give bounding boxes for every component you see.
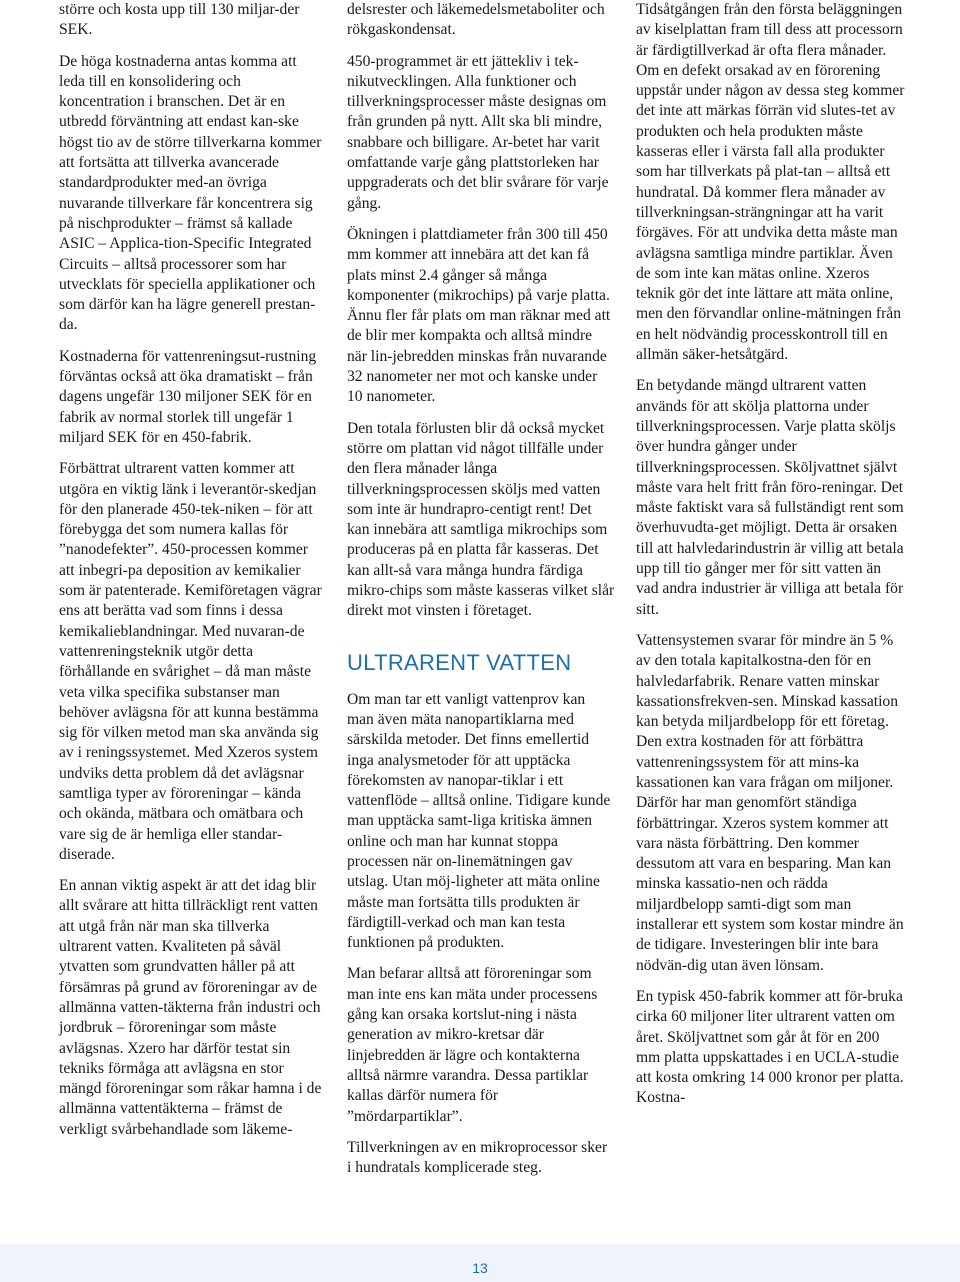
paragraph: Den totala förlusten blir då också mycket större om plattan vid något tillfälle under den flera månader långa tillverkningsprocessen sköljs med vatten som inte är hundrapro-centigt rent! Det kan innebära att samtliga mikrochips som produceras på en platta får kasseras. Det kan allt-så vara många hundra färdiga mikro-chips som måste kasseras vilket slår direkt mot vinsten i företaget.: [347, 419, 615, 620]
paragraph: En typisk 450-fabrik kommer att för-bruka cirka 60 miljoner liter ultrarent vatten om året. Sköljvattnet som går åt för en 200 mm platta uppskattades i en UCLA-studie att kosta omkring 14 000 kronor per platta. Kostna-: [636, 987, 904, 1107]
paragraph: delsrester och läkemedelsmetaboliter och rökgaskondensat.: [347, 1, 605, 39]
text-column-1: [59, 0, 325, 1151]
text-column-3: [636, 0, 906, 1120]
paragraph: De höga kostnaderna antas komma att leda till en konsolidering och koncentration i branschen. Det är en utbredd förväntning att endast kan-ske högst tio av de större tillverkarna kommer att fortsätta att tillverka avancerade standardprodukter med-an övriga nuvarande tillverkare får koncentrera sig på nischprodukter – främst så kallade ASIC – Applica-tion-Specific Integrated Circuits – alltså processorer som har utvecklats för speciella applikationer och som därför kan ha lägre generell prestan-da.: [59, 52, 322, 334]
paragraph: större och kosta upp till 130 miljar-der SEK.: [59, 1, 300, 39]
paragraph: Förbättrat ultrarent vatten kommer att utgöra en viktig länk i leverantör-skedjan för den planerade 450-tek-niken – för att förebygga det som numera kallas för ”nanodefekter”. 450-processen kommer att inbegri-pa deposition av kemikalier som är patenterade. Kemiföretagen vägrar ens att berätta vad som finns i dessa kemikalieblandningar. Med nuvaran-de vattenreningsteknik utgör detta förhållande en svårighet – då man måste veta vilka specifika substanser man behöver avlägsna för att kunna bestämma sig för vilken metod man ska använda sig av i reningssystemet. Med Xzeros system undviks detta problem då det avlägsnar samtliga typer av föroreningar – kända och okända, mätbara och omätbara och vare sig de är hemliga eller standar-diserade.: [59, 460, 322, 863]
paragraph: 450-programmet är ett jättekliv i tek-nikutvecklingen. Alla funktioner och tillverkningsprocesser måste designas om från grunden på nytt. Allt ska bli mindre, snabbare och billigare. Ar-betet har varit omfattande varje gång plattstorleken har uppgraderats och det blir svårare för varje gång.: [347, 52, 609, 212]
paragraph: Om man tar ett vanligt vattenprov kan man även mäta nanopartiklarna med särskilda metoder. Det finns emellertid inga analysmetoder för att upptäcka förekomsten av nanopar-tiklar i ett vattenflöde – alltså online. Tidigare kunde man upptäcka samt-liga kritiska ämnen online och man har kunnat stoppa processen när on-linemätningen gav utslag. Utan möj-ligheter att mäta online måste man fortsätta tills produkten är färdigtill-verkad och man kan testa funktionen på produkten.: [347, 690, 611, 952]
section-heading: ULTRARENT VATTEN: [347, 649, 572, 675]
text-column-2: [347, 0, 615, 1189]
paragraph: En betydande mängd ultrarent vatten används för att skölja plattorna under tillverkningsprocessen. Varje platta sköljs över hundra gånger under tillverkningsprocessen. Sköljvattnet självt måste vara helt fritt från föro-reningar. Det måste faktiskt vara så fullständigt rent som överhuvudta-get möjligt. Detta är orsaken till att halvledarindustrin är villig att betala upp till tio gånger mer för sitt vatten än vad andra industrier är villiga att betala för sitt.: [636, 377, 904, 618]
paragraph: Tillverkningen av en mikroprocessor sker i hundratals komplicerade steg.: [347, 1138, 608, 1177]
paragraph: Man befarar alltså att föroreningar som man inte ens kan mäta under processens gång kan orsaka kortslut-ning i nästa generation av mikro-kretsar där linjebredden är lägre och kontakterna alltså närmre varandra. Dessa partiklar kallas därför numera för ”mördarpartiklar”.: [347, 965, 598, 1125]
paragraph: En annan viktig aspekt är att det idag blir allt svårare att hitta tillräckligt rent vatten att utgå från när man ska tillverka ultrarent vatten. Kvaliteten på såväl ytvatten som grundvatten håller på att försämras på grund av föroreningar av de allmänna vatten-täkterna från industri och jordbruk – föroreningar som måste avlägsnas. Xzero har därför testat sin tekniks förmåga att avlägsna en stor mängd föroreningar som råkar hamna i de allmänna vattentäkterna – främst de verkligt svårbehandlade som läkeme-: [59, 877, 322, 1138]
paragraph: Tidsåtgången från den första beläggningen av kiselplattan fram till dess att processorn är färdigtillverkad är ofta flera månader. Om en defekt orsakad av en förorening uppstår under någon av dessa steg kommer det inte att märkas förrän vid slutes-tet av produkten och hela produkten måste kasseras eller i värsta fall alla produkter som har tillverkats på plat-tan – alltså ett hundratal. Då kommer flera månader av tillverkningsan-strängningar att ha varit förgäves. För att undvika detta måste man avlägsna samtliga mindre partiklar. Även de som inte kan mätas online. Xzeros teknik gör det inte lättare att mäta online, men den förvandlar online-mätningen från en helt nödvändig processkontroll till en allmän säker-hetsåtgärd.: [636, 1, 905, 364]
paragraph: Kostnaderna för vattenreningsut-rustning förväntas också att öka dramatiskt – från dagens ungefär 130 miljoner SEK för en fabrik av normal storlek till ungefär 1 miljard SEK för en 450-fabrik.: [59, 347, 317, 446]
paragraph: Ökningen i plattdiameter från 300 till 450 mm kommer att innebära att det kan få plats minst 2.4 gånger så många komponenter (mikrochips) på varje platta. Ännu fler får plats om man räknar med att de blir mer kompakta och alltså mindre när lin-jebredden minskas från nuvarande 32 nanometer ner mot och kanske under 10 nanometer.: [347, 225, 611, 406]
page-number: 13: [472, 1260, 488, 1276]
paragraph: Vattensystemen svarar för mindre än 5 % av den totala kapitalkostna-den för en halvledarfabrik. Renare vatten minskar kassationsfrekven-sen. Minskad kassation kan betyda miljardbelopp för ett företag. Den extra kostnaden för att förbättra vattenreningssystem för att mins-ka kassationen kan vara frågan om miljoner. Därför har man genomfört ständiga förbättringar. Xzeros system kommer att vara nästa förbättring. Den kommer dessutom att vara en besparing. Man kan minska kassatio-nen och rädda miljardbelopp samti-digt som man installerar ett system som kostar mindre än de tidigare. Investeringen blir inte bara nödvän-dig utan även lönsam.: [636, 631, 904, 974]
